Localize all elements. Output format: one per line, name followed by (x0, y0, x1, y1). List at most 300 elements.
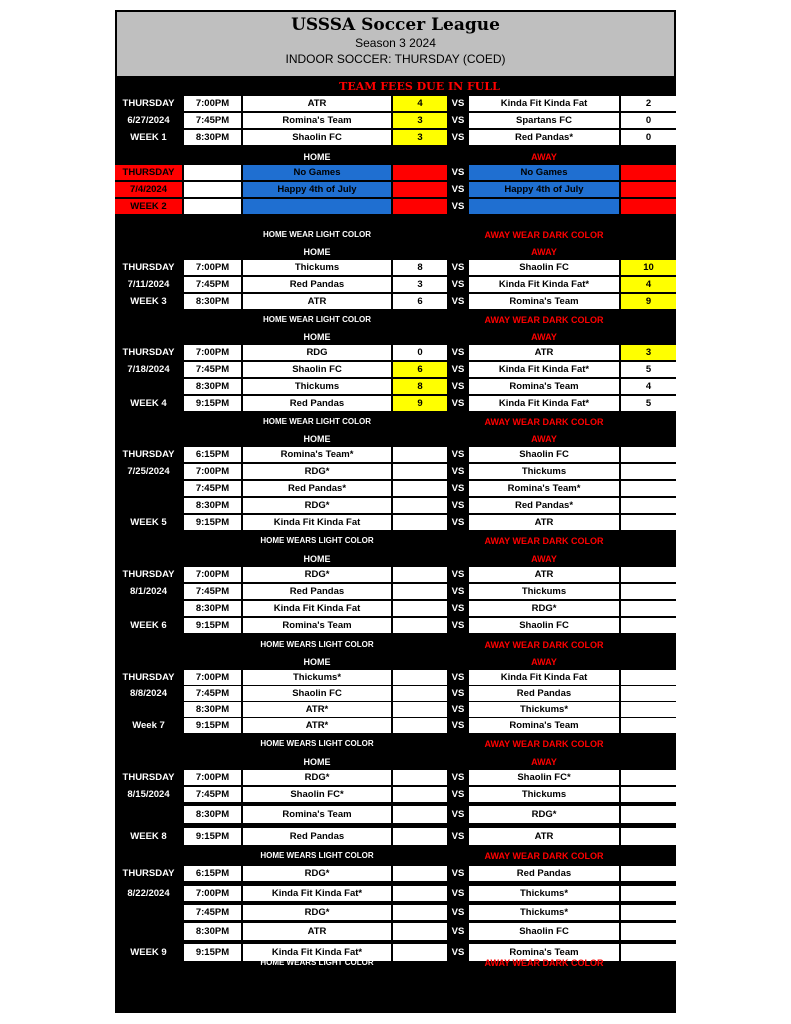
day-label: THURSDAY (122, 569, 175, 580)
table-row (115, 464, 676, 479)
table-row (115, 718, 676, 733)
vs-label: VS (451, 184, 465, 195)
home-score: 4 (393, 96, 447, 111)
home-team-red-pandas: Red Pandas (243, 584, 391, 599)
table-row (115, 686, 676, 701)
home-away-band (115, 550, 676, 568)
table-row (115, 670, 676, 685)
day-label: 7/18/2024 (127, 364, 170, 375)
home-team-rdg: RDG* (243, 567, 391, 582)
home-score (393, 866, 447, 881)
vs-label: VS (451, 132, 465, 143)
away-team-thickums: Thickums* (469, 886, 619, 901)
table-row (115, 828, 676, 845)
table-row (115, 96, 676, 111)
away-score: 0 (621, 113, 676, 128)
time-cell: 8:30PM (184, 806, 241, 823)
time-cell: 9:15PM (184, 515, 241, 530)
away-score: 5 (621, 396, 676, 411)
vs-label: VS (451, 672, 465, 683)
away-score (621, 702, 676, 717)
day-label: THURSDAY (122, 98, 175, 109)
away-score: 4 (621, 277, 676, 292)
table-row (115, 515, 676, 530)
away-score (621, 165, 676, 180)
away-score (621, 806, 676, 823)
schedule-sheet (115, 10, 676, 1013)
away-score (621, 481, 676, 496)
away-header: AWAY (531, 434, 557, 444)
home-score (393, 515, 447, 530)
away-team-rdg: RDG* (469, 806, 619, 823)
home-wear-label: HOME WEAR LIGHT COLOR (263, 315, 371, 324)
home-score (393, 718, 447, 733)
away-team-romina-s-team: Romina's Team* (469, 481, 619, 496)
table-row (115, 396, 676, 411)
vs-label: VS (451, 296, 465, 307)
time-cell: 7:45PM (184, 686, 241, 701)
table-row (115, 498, 676, 513)
away-wear-label: AWAY WEAR DARK COLOR (484, 958, 604, 968)
away-team-red-pandas: Red Pandas* (469, 498, 619, 513)
away-team-shaolin-fc: Shaolin FC (469, 260, 619, 275)
away-score (621, 866, 676, 881)
home-team-romina-s-team: Romina's Team (243, 113, 391, 128)
table-row (115, 770, 676, 785)
vs-label: VS (451, 262, 465, 273)
home-score (393, 182, 447, 197)
away-team-thickums: Thickums (469, 464, 619, 479)
away-score (621, 515, 676, 530)
away-wear-label: AWAY WEAR DARK COLOR (484, 640, 604, 650)
away-score (621, 670, 676, 685)
away-wear-label: AWAY WEAR DARK COLOR (484, 315, 604, 325)
day-label: Week 7 (132, 720, 165, 731)
table-row (115, 362, 676, 377)
day-label: 8/22/2024 (127, 888, 170, 899)
away-wear-label: AWAY WEAR DARK COLOR (484, 851, 604, 861)
away-score (621, 584, 676, 599)
away-wear-label: AWAY WEAR DARK COLOR (484, 536, 604, 546)
wear-band (115, 847, 676, 865)
vs-label: VS (451, 907, 465, 918)
time-cell: 7:00PM (184, 670, 241, 685)
home-score: 6 (393, 362, 447, 377)
away-team-spartans-fc: Spartans FC (469, 113, 619, 128)
vs-label: VS (451, 449, 465, 460)
home-team-romina-s-team: Romina's Team* (243, 447, 391, 462)
home-score (393, 686, 447, 701)
home-team-thickums: Thickums (243, 260, 391, 275)
home-team-rdg: RDG* (243, 866, 391, 881)
away-header: AWAY (531, 152, 557, 162)
away-score (621, 718, 676, 733)
vs-label: VS (451, 704, 465, 715)
table-row (115, 199, 676, 214)
time-cell: 8:30PM (184, 923, 241, 940)
table-row (115, 905, 676, 920)
league-header (115, 10, 676, 78)
vs-label: VS (451, 115, 465, 126)
vs-label: VS (451, 398, 465, 409)
home-wear-label: HOME WEAR LIGHT COLOR (263, 417, 371, 426)
fee-banner: TEAM FEES DUE IN FULL (339, 80, 500, 93)
table-row (115, 165, 676, 180)
home-team-atr: ATR (243, 294, 391, 309)
table-row (115, 182, 676, 197)
away-score (621, 886, 676, 901)
away-wear-label: AWAY WEAR DARK COLOR (484, 739, 604, 749)
time-cell: 7:45PM (184, 787, 241, 802)
home-team-kinda-fit-kinda-fat: Kinda Fit Kinda Fat (243, 515, 391, 530)
time-cell: 6:15PM (184, 447, 241, 462)
table-row (115, 923, 676, 940)
vs-label: VS (451, 926, 465, 937)
home-team-romina-s-team: Romina's Team (243, 618, 391, 633)
away-team-atr: ATR (469, 345, 619, 360)
time-cell: 8:30PM (184, 379, 241, 394)
vs-label: VS (451, 381, 465, 392)
away-score: 3 (621, 345, 676, 360)
time-cell: 7:00PM (184, 260, 241, 275)
home-score (393, 828, 447, 845)
time-cell: 7:00PM (184, 886, 241, 901)
vs-label: VS (451, 201, 465, 212)
vs-label: VS (451, 789, 465, 800)
away-wear-label: AWAY WEAR DARK COLOR (484, 417, 604, 427)
home-away-band (115, 653, 676, 671)
time-cell: 9:15PM (184, 618, 241, 633)
away-team-atr: ATR (469, 515, 619, 530)
wear-band (115, 735, 676, 753)
vs-label: VS (451, 772, 465, 783)
day-label: WEEK 8 (130, 831, 167, 842)
table-row (115, 277, 676, 292)
vs-label: VS (451, 517, 465, 528)
wear-band (115, 532, 676, 550)
home-score (393, 702, 447, 717)
away-header: AWAY (531, 554, 557, 564)
home-header: HOME (303, 434, 331, 444)
vs-label: VS (451, 603, 465, 614)
day-label: THURSDAY (122, 347, 175, 358)
day-label: 7/11/2024 (127, 279, 170, 290)
away-team-kinda-fit-kinda-fat: Kinda Fit Kinda Fat (469, 96, 619, 111)
home-team-romina-s-team: Romina's Team (243, 806, 391, 823)
away-team-red-pandas: Red Pandas (469, 866, 619, 881)
day-label: WEEK 6 (130, 620, 167, 631)
vs-label: VS (451, 868, 465, 879)
vs-label: VS (451, 809, 465, 820)
home-team-thickums: Thickums* (243, 670, 391, 685)
home-team-kinda-fit-kinda-fat: Kinda Fit Kinda Fat* (243, 944, 391, 961)
away-score (621, 601, 676, 616)
away-team-thickums: Thickums* (469, 905, 619, 920)
time-cell: 7:00PM (184, 567, 241, 582)
home-header: HOME (303, 657, 331, 667)
away-score (621, 567, 676, 582)
time-cell: 7:00PM (184, 345, 241, 360)
day-label: THURSDAY (122, 449, 175, 460)
day-cell: THURSDAY (115, 165, 182, 180)
vs-label: VS (451, 279, 465, 290)
table-row (115, 584, 676, 599)
table-row (115, 886, 676, 901)
away-score (621, 686, 676, 701)
table-row (115, 294, 676, 309)
home-team-atr: ATR* (243, 702, 391, 717)
away-team-atr: ATR (469, 828, 619, 845)
day-label: 8/15/2024 (127, 789, 170, 800)
away-score (621, 923, 676, 940)
division-label: INDOOR SOCCER: THURSDAY (COED) (285, 52, 506, 66)
away-team-no-games: No Games (469, 165, 619, 180)
time-cell (184, 182, 241, 197)
table-row (115, 601, 676, 616)
away-team-thickums: Thickums (469, 787, 619, 802)
home-away-band (115, 243, 676, 261)
table-row (115, 787, 676, 802)
home-wear-label: HOME WEAR LIGHT COLOR (263, 230, 371, 239)
home-away-band (115, 148, 676, 166)
home-score (393, 464, 447, 479)
away-score (621, 464, 676, 479)
home-team-kinda-fit-kinda-fat: Kinda Fit Kinda Fat* (243, 886, 391, 901)
home-score: 0 (393, 345, 447, 360)
home-header: HOME (303, 332, 331, 342)
home-team-atr: ATR (243, 96, 391, 111)
day-label: WEEK 9 (130, 947, 167, 958)
season-label: Season 3 2024 (355, 36, 436, 50)
home-header: HOME (303, 247, 331, 257)
away-score: 0 (621, 130, 676, 145)
time-cell: 9:15PM (184, 396, 241, 411)
away-score (621, 828, 676, 845)
home-score (393, 601, 447, 616)
time-cell: 9:15PM (184, 828, 241, 845)
home-score (393, 447, 447, 462)
table-row (115, 447, 676, 462)
day-label: WEEK 4 (130, 398, 167, 409)
time-cell: 8:30PM (184, 498, 241, 513)
away-score (621, 498, 676, 513)
away-score (621, 618, 676, 633)
home-score: 8 (393, 260, 447, 275)
table-row (115, 866, 676, 881)
away-score: 5 (621, 362, 676, 377)
home-team-shaolin-fc: Shaolin FC (243, 362, 391, 377)
away-score (621, 770, 676, 785)
home-wear-label: HOME WEARS LIGHT COLOR (260, 958, 374, 967)
day-cell: 7/4/2024 (115, 182, 182, 197)
away-team-red-pandas: Red Pandas (469, 686, 619, 701)
table-row (115, 260, 676, 275)
away-team-blank (469, 199, 619, 214)
away-score: 9 (621, 294, 676, 309)
home-wear-label: HOME WEARS LIGHT COLOR (260, 851, 374, 860)
table-row (115, 379, 676, 394)
away-team-shaolin-fc: Shaolin FC (469, 923, 619, 940)
home-score (393, 199, 447, 214)
away-score: 4 (621, 379, 676, 394)
away-header: AWAY (531, 332, 557, 342)
away-score (621, 447, 676, 462)
away-team-kinda-fit-kinda-fat: Kinda Fit Kinda Fat* (469, 277, 619, 292)
vs-label: VS (451, 947, 465, 958)
time-cell: 8:30PM (184, 294, 241, 309)
home-team-shaolin-fc: Shaolin FC (243, 686, 391, 701)
away-wear-label: AWAY WEAR DARK COLOR (484, 230, 604, 240)
fee-banner-band (115, 78, 676, 96)
vs-label: VS (451, 364, 465, 375)
home-team-rdg: RDG* (243, 905, 391, 920)
day-label: 8/1/2024 (130, 586, 167, 597)
home-score (393, 787, 447, 802)
vs-label: VS (451, 888, 465, 899)
table-row (115, 702, 676, 717)
vs-label: VS (451, 98, 465, 109)
time-cell: 7:00PM (184, 464, 241, 479)
away-team-atr: ATR (469, 567, 619, 582)
home-score: 9 (393, 396, 447, 411)
time-cell: 8:30PM (184, 702, 241, 717)
home-header: HOME (303, 152, 331, 162)
home-score: 3 (393, 113, 447, 128)
home-team-red-pandas: Red Pandas (243, 396, 391, 411)
time-cell: 6:15PM (184, 866, 241, 881)
wear-band (115, 226, 676, 244)
wear-band-final (115, 954, 676, 972)
away-header: AWAY (531, 657, 557, 667)
away-score (621, 905, 676, 920)
home-score (393, 584, 447, 599)
day-label: 8/8/2024 (130, 688, 167, 699)
day-label: WEEK 1 (130, 132, 167, 143)
vs-label: VS (451, 586, 465, 597)
away-team-romina-s-team: Romina's Team (469, 379, 619, 394)
home-score (393, 165, 447, 180)
away-team-thickums: Thickums* (469, 702, 619, 717)
home-score (393, 770, 447, 785)
home-team-rdg: RDG* (243, 498, 391, 513)
away-score: 10 (621, 260, 676, 275)
away-score: 2 (621, 96, 676, 111)
away-team-thickums: Thickums (469, 584, 619, 599)
vs-label: VS (451, 466, 465, 477)
time-cell: 7:45PM (184, 277, 241, 292)
home-away-band (115, 753, 676, 771)
away-header: AWAY (531, 247, 557, 257)
away-team-romina-s-team: Romina's Team (469, 944, 619, 961)
home-score (393, 498, 447, 513)
home-team-atr: ATR (243, 923, 391, 940)
home-score: 8 (393, 379, 447, 394)
vs-label: VS (451, 831, 465, 842)
time-cell: 7:45PM (184, 481, 241, 496)
home-score: 6 (393, 294, 447, 309)
away-team-shaolin-fc: Shaolin FC* (469, 770, 619, 785)
time-cell (184, 165, 241, 180)
home-score: 3 (393, 277, 447, 292)
home-score (393, 670, 447, 685)
home-team-blank (243, 199, 391, 214)
day-label: 7/25/2024 (127, 466, 170, 477)
home-team-happy-4th-of-july: Happy 4th of July (243, 182, 391, 197)
time-cell: 7:45PM (184, 362, 241, 377)
wear-band (115, 413, 676, 431)
home-score (393, 886, 447, 901)
home-team-no-games: No Games (243, 165, 391, 180)
home-wear-label: HOME WEARS LIGHT COLOR (260, 640, 374, 649)
vs-label: VS (451, 167, 465, 178)
home-wear-label: HOME WEARS LIGHT COLOR (260, 739, 374, 748)
time-cell: 8:30PM (184, 601, 241, 616)
away-score (621, 199, 676, 214)
vs-label: VS (451, 483, 465, 494)
away-team-happy-4th-of-july: Happy 4th of July (469, 182, 619, 197)
vs-label: VS (451, 500, 465, 511)
time-cell: 9:15PM (184, 944, 241, 961)
day-label: WEEK 5 (130, 517, 167, 528)
home-score: 3 (393, 130, 447, 145)
home-team-rdg: RDG (243, 345, 391, 360)
home-team-rdg: RDG* (243, 770, 391, 785)
away-team-kinda-fit-kinda-fat: Kinda Fit Kinda Fat* (469, 396, 619, 411)
time-cell: 8:30PM (184, 130, 241, 145)
home-team-red-pandas: Red Pandas* (243, 481, 391, 496)
home-score (393, 481, 447, 496)
table-row (115, 130, 676, 145)
wear-band (115, 636, 676, 654)
home-score (393, 923, 447, 940)
league-title: USSSA Soccer League (291, 15, 500, 35)
away-team-red-pandas: Red Pandas* (469, 130, 619, 145)
time-cell: 7:45PM (184, 584, 241, 599)
time-cell: 7:45PM (184, 113, 241, 128)
wear-band (115, 311, 676, 329)
home-team-kinda-fit-kinda-fat: Kinda Fit Kinda Fat (243, 601, 391, 616)
time-cell: 9:15PM (184, 718, 241, 733)
time-cell: 7:00PM (184, 770, 241, 785)
day-label: 6/27/2024 (127, 115, 170, 126)
home-score (393, 567, 447, 582)
away-team-romina-s-team: Romina's Team (469, 718, 619, 733)
table-row (115, 345, 676, 360)
table-row (115, 481, 676, 496)
away-team-rdg: RDG* (469, 601, 619, 616)
table-row (115, 618, 676, 633)
away-header: AWAY (531, 757, 557, 767)
away-score (621, 182, 676, 197)
table-row (115, 113, 676, 128)
home-team-shaolin-fc: Shaolin FC* (243, 787, 391, 802)
vs-label: VS (451, 620, 465, 631)
time-cell: 7:00PM (184, 96, 241, 111)
home-team-red-pandas: Red Pandas (243, 828, 391, 845)
table-row (115, 567, 676, 582)
home-team-red-pandas: Red Pandas (243, 277, 391, 292)
home-team-rdg: RDG* (243, 464, 391, 479)
day-label: THURSDAY (122, 672, 175, 683)
vs-label: VS (451, 569, 465, 580)
home-away-band (115, 328, 676, 346)
away-team-kinda-fit-kinda-fat: Kinda Fit Kinda Fat (469, 670, 619, 685)
day-cell: WEEK 2 (115, 199, 182, 214)
day-label: THURSDAY (122, 772, 175, 783)
home-team-atr: ATR* (243, 718, 391, 733)
vs-label: VS (451, 720, 465, 731)
away-team-kinda-fit-kinda-fat: Kinda Fit Kinda Fat* (469, 362, 619, 377)
